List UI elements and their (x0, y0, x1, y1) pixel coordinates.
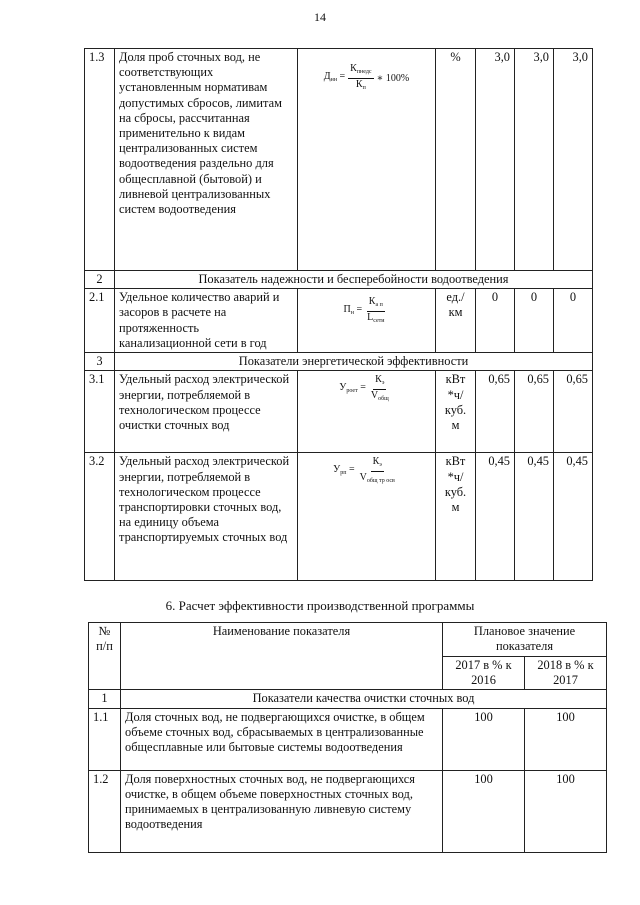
indicator-name: Доля сточных вод, не подвергающихся очистке, в общем объеме сточных вод, сбрасываемых в централизованные общесплавные или бытовые системы водоотведения (121, 708, 443, 770)
value-2: 0 (515, 289, 554, 353)
indicator-name: Удельный расход электрической энергии, потребляемой в технологическом процессе транспортировки сточных вод, на единицу объема транспортируемых сточных вод (115, 453, 298, 581)
unit: % (436, 49, 476, 271)
row-number: 2.1 (85, 289, 115, 353)
table-row (85, 453, 593, 581)
header-col-2017: 2017 в % к 2016 (443, 657, 525, 690)
value-2017: 100 (443, 770, 525, 852)
value-2017: 100 (443, 708, 525, 770)
value-2018: 100 (525, 708, 607, 770)
unit: кВт *ч/ куб. м (436, 453, 476, 581)
section-heading: 6. Расчет эффективности производственной программы (165, 598, 475, 613)
value-3: 0,65 (554, 371, 593, 453)
section-row (85, 271, 593, 289)
row-number: 1.1 (89, 708, 121, 770)
indicator-name: Удельный расход электрической энергии, потребляемой в технологическом процессе очистки сточных вод (115, 371, 298, 453)
section-title: Показатели энергетической эффективности (115, 353, 593, 371)
section-number: 3 (85, 353, 115, 371)
value-3: 0 (554, 289, 593, 353)
value-1: 0 (476, 289, 515, 353)
table-row (85, 289, 593, 353)
header-name: Наименование показателя (121, 623, 443, 690)
section-row (85, 353, 593, 371)
table-row (85, 371, 593, 453)
value-1: 0,65 (476, 371, 515, 453)
header-row (89, 623, 607, 657)
formula: $У_{роет}$ = $\frac{К_э}{V_{общ}}$ (298, 371, 436, 453)
row-number: 1.3 (85, 49, 115, 271)
efficiency-table (88, 622, 607, 853)
value-3: 3,0 (554, 49, 593, 271)
section-number: 2 (85, 271, 115, 289)
row-number: 3.1 (85, 371, 115, 453)
value-3: 0,45 (554, 453, 593, 581)
row-number: 1.2 (89, 770, 121, 852)
section-row (89, 690, 607, 708)
indicator-name: Доля проб сточных вод, не соответствующих установленным нормативам допустимых сбросов, лимитам на сбросы, рассчитанная применительно к видам централизованных систем водоотведения раздельно для общесплавной (бытовой) и ливневой централизованных систем водоотведения (115, 49, 298, 271)
value-1: 0,45 (476, 453, 515, 581)
formula: $У_{рп}$ = $\frac{К_э}{V_{общ тр осв}}$ (298, 453, 436, 581)
formula: $П_н$ = $\frac{К_{а п}}{L_{сети}}$ (298, 289, 436, 353)
indicators-table (84, 48, 593, 581)
section-title: Показатели качества очистки сточных вод (121, 690, 607, 708)
indicator-name: Доля поверхностных сточных вод, не подвергающихся очистке, в общем объеме поверхностных сточных вод, принимаемых в централизованную ливневую систему водоотведения (121, 770, 443, 852)
section-number: 1 (89, 690, 121, 708)
header-col-2018: 2018 в % к 2017 (525, 657, 607, 690)
header-number: № п/п (89, 623, 121, 690)
unit: кВт *ч/ куб. м (436, 371, 476, 453)
value-2: 0,45 (515, 453, 554, 581)
table-row (85, 49, 593, 271)
formula: $Д_{нн}$ = $\frac{К_{пнедс}}{К_п}$ ∗ 100% (298, 49, 436, 271)
section-title: Показатель надежности и бесперебойности водоотведения (115, 271, 593, 289)
unit: ед./км (436, 289, 476, 353)
value-2018: 100 (525, 770, 607, 852)
value-2: 3,0 (515, 49, 554, 271)
value-2: 0,65 (515, 371, 554, 453)
page-number: 14 (314, 10, 326, 24)
table-row (89, 708, 607, 770)
row-number: 3.2 (85, 453, 115, 581)
value-1: 3,0 (476, 49, 515, 271)
table-row (89, 770, 607, 852)
header-plan: Плановое значение показателя (443, 623, 607, 657)
indicator-name: Удельное количество аварий и засоров в расчете на протяженность канализационной сети в год (115, 289, 298, 353)
